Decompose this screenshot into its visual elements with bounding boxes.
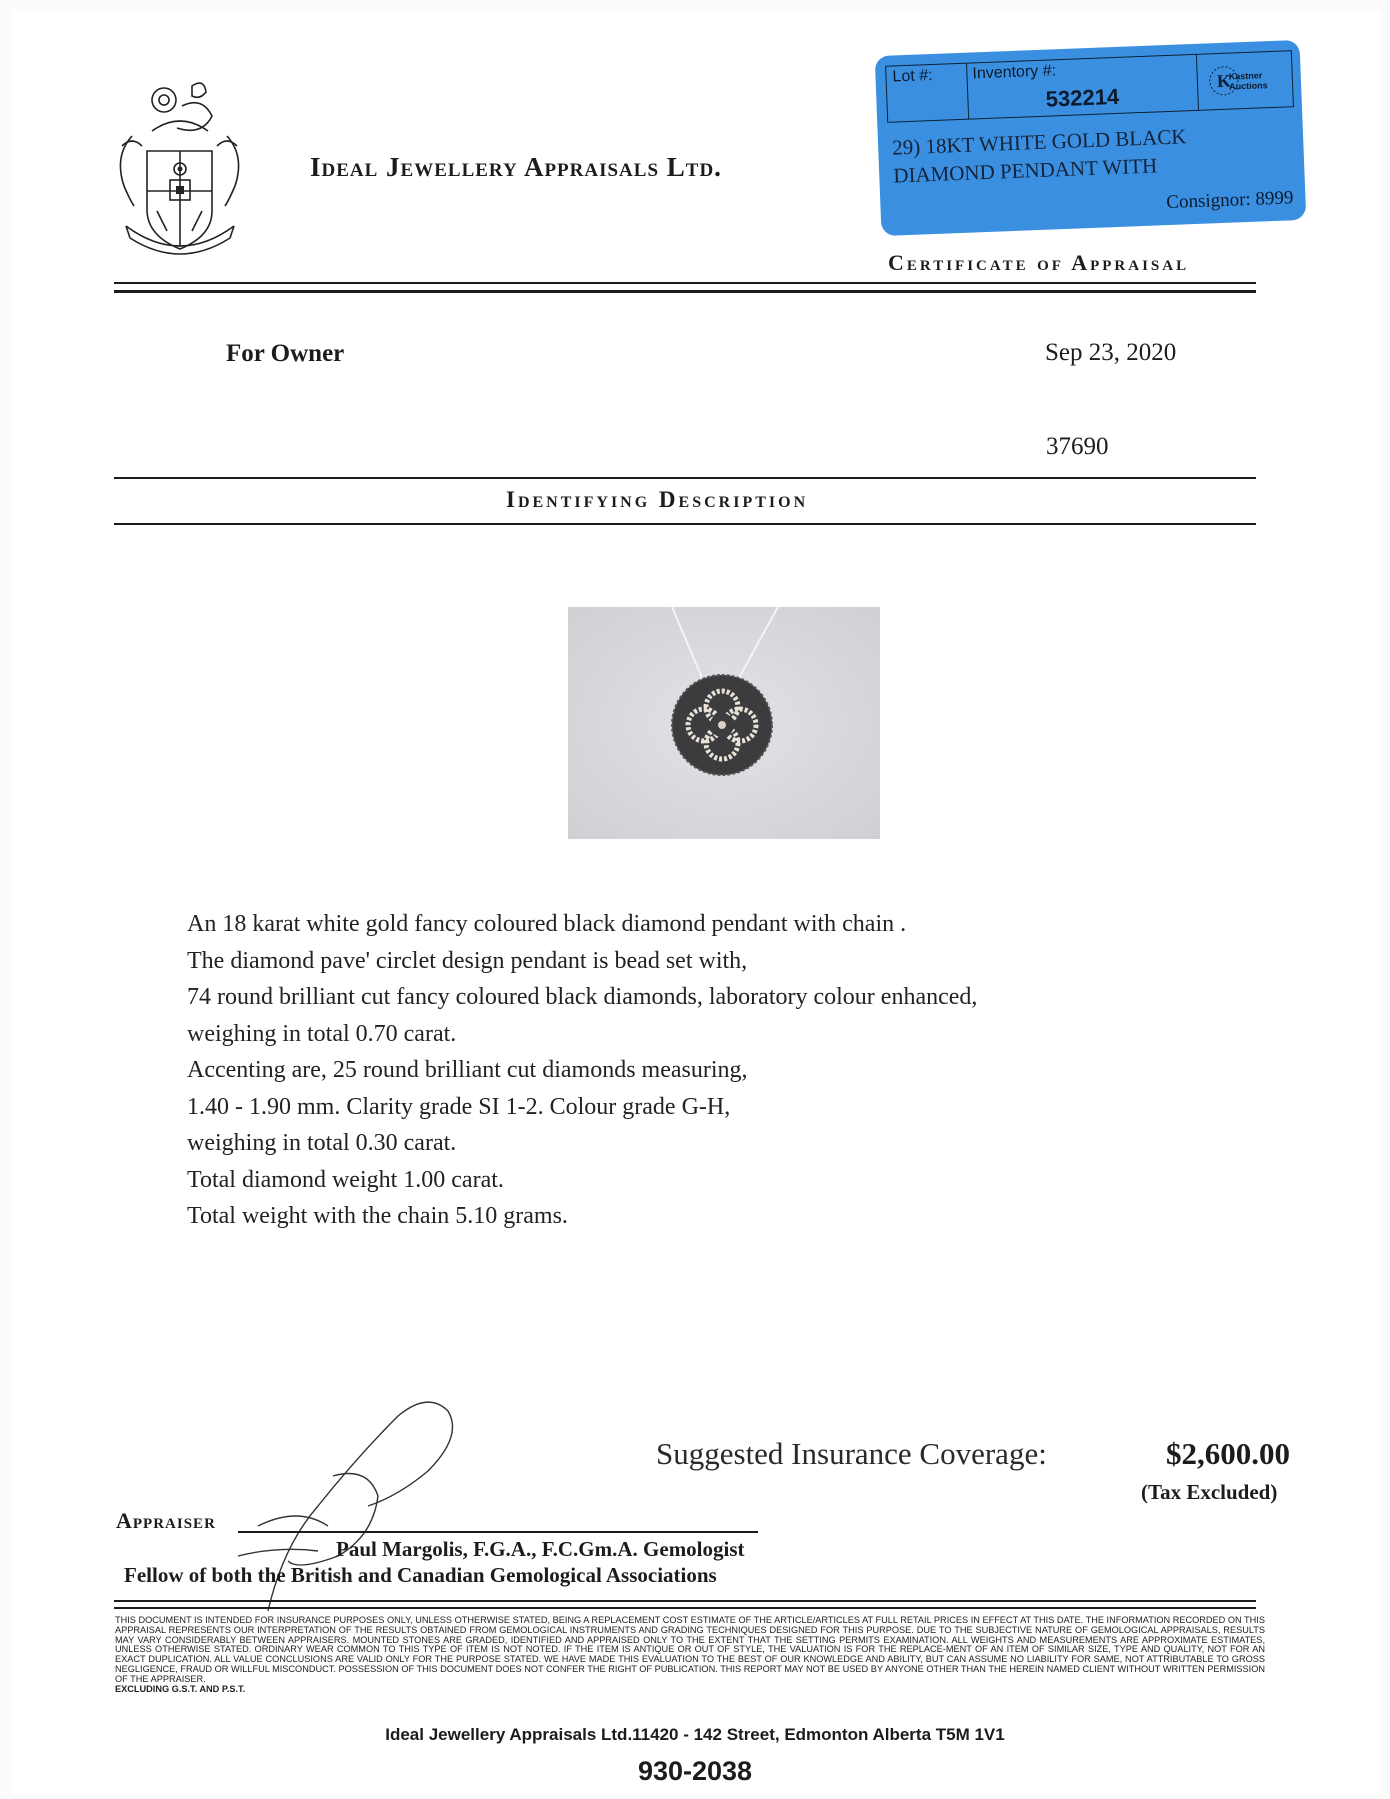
description-line: The diamond pave' circlet design pendant is bead set with,: [187, 947, 748, 974]
description-line: weighing in total 0.70 carat.: [187, 1020, 457, 1047]
coat-of-arms-logo: [112, 76, 247, 266]
divider-top-2: [114, 290, 1256, 293]
description-line: Accenting are, 25 round brilliant cut diamonds measuring,: [187, 1057, 748, 1083]
appraiser-fellowship: Fellow of both the British and Canadian Gemological Associations: [124, 1563, 717, 1587]
appraiser-name: Paul Margolis, F.G.A., F.C.Gm.A. Gemologist: [336, 1537, 745, 1561]
tax-note: (Tax Excluded): [1141, 1480, 1278, 1504]
coverage-value: $2,600.00: [1166, 1436, 1290, 1471]
item-description: [187, 906, 977, 1235]
svg-text:K: K: [1216, 70, 1232, 92]
disclaimer-text: THIS DOCUMENT IS INTENDED FOR INSURANCE PURPOSES ONLY, UNLESS OTHERWISE STATED, BEING A REPLACEMENT COST ESTIMATE OF THE ARTICLE/ARTICLES AT FULL RETAIL PRICES IN EFFECT AT THIS DATE. THE INFORMATION RECORDED ON THIS APPRAISAL REPRESENTS OUR INTERPRETATION OF THE RESULTS OBTAINED FROM GEMOLOGICAL INSTRUMENTS AND GRADING TECHNIQUES DESIGNED FOR THIS PURPOSE. DUE TO THE SUBJECTIVE NATURE OF GEMOLOGICAL APPRAISALS, RESULTS MAY VARY CONSIDERABLY BETWEEN APPRAISERS. MOUNTED STONES ARE GRADED, IDENTIFIED AND APPRAISED ONLY TO THE EXTENT THAT THE SETTING PERMITS EXAMINATION. ALL WEIGHTS AND MEASUREMENTS ARE APPROXIMATE ESTIMATES, UNLESS OTHERWISE STATED. ORDINARY WEAR COMMON TO THIS TYPE OF ITEM IS NOT NOTED. IF THE ITEM IS ANTIQUE OR OUT OF STYLE, THE VALUATION IS FOR THE REPLACE-MENT OF AN ITEM OF SIMILAR SIZE, TYPE AND QUALITY, NOT FOR AN EXACT DUPLICATION. ALL VALUE CONCLUSIONS ARE VALID ONLY FOR THE PURPOSE STATED. WE HAVE MADE THIS EVALUATION TO THE BEST OF OUR KNOWLEDGE AND ABILITY, BUT CAN ASSUME NO LIABILITY FOR SAME, NOT ATTRIBUTABLE TO GROSS NEGLIGENCE, FRAUD OR WILLFUL MISCONDUCT. POSSESSION OF THIS DOCUMENT DOES NOT CONFER THE RIGHT OF PUBLICATION. THIS REPORT MAY NOT BE USED BY ANYONE OTHER THAN THE HEREIN NAMED CLIENT WITHOUT WRITTEN PERMISSION OF THE APPRAISER.: [115, 1615, 1265, 1684]
footer-address: Ideal Jewellery Appraisals Ltd.11420 - 142 Street, Edmonton Alberta T5M 1V1: [385, 1725, 1005, 1744]
divider-footer-1: [114, 1600, 1256, 1602]
auction-logo-text: Kastner Auctions: [1228, 70, 1268, 92]
certificate-date: Sep 23, 2020: [1045, 339, 1177, 366]
auction-logo-cell: [1196, 51, 1291, 110]
pendant-illustration: [568, 607, 880, 839]
divider-footer-2: [114, 1607, 1256, 1609]
sticker-description-line-2: DIAMOND PENDANT WITH: [892, 153, 1158, 188]
divider-section-bottom: [114, 523, 1256, 525]
owner-label: For Owner: [226, 340, 345, 367]
description-line: 74 round brilliant cut fancy coloured black diamonds, laboratory colour enhanced,: [187, 984, 978, 1010]
disclaimer: [115, 1616, 1265, 1694]
footer-phone: 930-2038: [637, 1756, 753, 1786]
tax-exclusion-note: EXCLUDING G.S.T. AND P.S.T.: [115, 1683, 246, 1694]
auction-sticker: [875, 40, 1307, 236]
identifying-description-heading: Identifying Description: [506, 487, 809, 512]
description-line: Total diamond weight 1.00 carat.: [187, 1166, 504, 1193]
description-line: 1.40 - 1.90 mm. Clarity grade SI 1-2. Colour grade G-H,: [187, 1093, 731, 1120]
coverage-label: Suggested Insurance Coverage:: [656, 1436, 1047, 1471]
lot-cell: [886, 64, 969, 122]
certificate-title: Certificate of Appraisal: [888, 250, 1190, 275]
inventory-label: Inventory #:: [972, 62, 1057, 83]
inventory-cell: [966, 55, 1199, 119]
auction-logo: [1206, 58, 1278, 103]
lot-label: Lot #:: [892, 67, 933, 86]
sticker-description-line-1: 29) 18KT WHITE GOLD BLACK: [891, 124, 1187, 160]
inventory-number: 532214: [1045, 83, 1120, 112]
description-line: Total weight with the chain 5.10 grams.: [187, 1203, 568, 1229]
description-line: weighing in total 0.30 carat.: [187, 1130, 457, 1156]
signature-line: [238, 1531, 758, 1533]
divider-section-top: [114, 477, 1256, 479]
pendant-photo: [568, 607, 880, 839]
company-name: Ideal Jewellery Appraisals Ltd.: [310, 152, 722, 182]
sticker-header-grid: [885, 50, 1294, 123]
document-page: [12, 10, 1382, 1795]
description-line: An 18 karat white gold fancy coloured black diamond pendant with chain .: [187, 911, 907, 937]
consignor: Consignor: 8999: [1165, 187, 1294, 214]
certificate-number: 37690: [1046, 433, 1109, 460]
divider-top-1: [114, 282, 1256, 284]
appraiser-label: Appraiser: [116, 1508, 216, 1533]
